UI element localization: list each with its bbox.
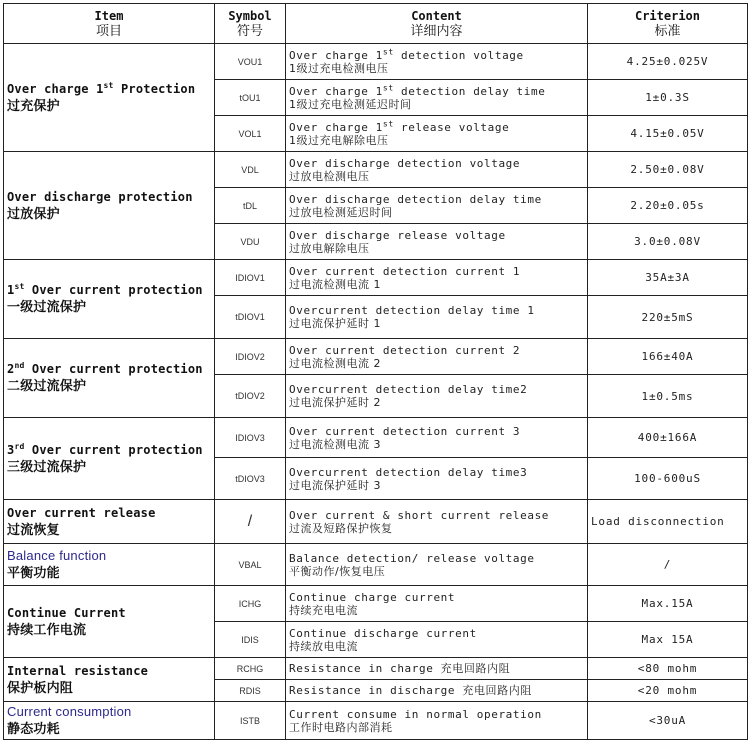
symbol-cell: ISTB xyxy=(215,702,286,740)
table-row xyxy=(4,339,748,375)
content-cell: Over charge 1st release voltage 1级过充电解除电压 xyxy=(286,116,588,152)
criterion-cell: 100-600uS xyxy=(588,458,748,500)
content-cell: Over charge 1st detection voltage 1级过充电检测电压 xyxy=(286,44,588,80)
content-cell: Overcurrent detection delay time3 过电流保护延时 3 xyxy=(286,458,588,500)
symbol-cell: ICHG xyxy=(215,586,286,622)
criterion-cell: <30uA xyxy=(588,702,748,740)
header-item: Item 项目 xyxy=(4,4,215,44)
symbol-cell: tDIOV2 xyxy=(215,375,286,418)
content-cell: Over current detection current 2 过电流检测电流 2 xyxy=(286,339,588,375)
content-cell: Over current detection current 1 过电流检测电流 1 xyxy=(286,260,588,296)
table-row xyxy=(4,586,748,622)
criterion-cell: 1±0.5ms xyxy=(588,375,748,418)
content-cell: Over discharge detection delay time 过放电检测延迟时间 xyxy=(286,188,588,224)
header-content: Content 详细内容 xyxy=(286,4,588,44)
criterion-cell: 3.0±0.08V xyxy=(588,224,748,260)
symbol-cell: / xyxy=(215,500,286,544)
group-internal-resistance: Internal resistance 保护板内阻 xyxy=(4,658,215,702)
content-cell: Over discharge detection voltage 过放电检测电压 xyxy=(286,152,588,188)
criterion-cell: <20 mohm xyxy=(588,680,748,702)
table-row xyxy=(4,418,748,458)
symbol-cell: VBAL xyxy=(215,544,286,586)
header-row xyxy=(4,4,748,44)
table-row xyxy=(4,702,748,740)
symbol-cell: IDIS xyxy=(215,622,286,658)
group-1st-over-current-protection: 1st Over current protection 一级过流保护 xyxy=(4,260,215,339)
group-over-charge-protection: Over charge 1st Protection 过充保护 xyxy=(4,44,215,152)
table-row xyxy=(4,658,748,680)
criterion-cell: <80 mohm xyxy=(588,658,748,680)
symbol-cell: IDIOV1 xyxy=(215,260,286,296)
symbol-cell: RCHG xyxy=(215,658,286,680)
criterion-cell: / xyxy=(588,544,748,586)
header-criterion: Criterion 标准 xyxy=(588,4,748,44)
table-row xyxy=(4,500,748,544)
content-cell: Overcurrent detection delay time 1 过电流保护延时 1 xyxy=(286,296,588,339)
content-cell: Overcurrent detection delay time2 过电流保护延时 2 xyxy=(286,375,588,418)
criterion-cell: 166±40A xyxy=(588,339,748,375)
symbol-cell: tDIOV1 xyxy=(215,296,286,339)
criterion-cell: Max.15A xyxy=(588,586,748,622)
symbol-cell: IDIOV3 xyxy=(215,418,286,458)
protection-spec-table xyxy=(3,3,748,740)
group-balance-function: Balance function 平衡功能 xyxy=(4,544,215,586)
content-cell: Over charge 1st detection delay time 1级过充电检测延迟时间 xyxy=(286,80,588,116)
criterion-cell: 1±0.3S xyxy=(588,80,748,116)
symbol-cell: tDIOV3 xyxy=(215,458,286,500)
symbol-cell: RDIS xyxy=(215,680,286,702)
criterion-cell: 2.50±0.08V xyxy=(588,152,748,188)
criterion-cell: Max 15A xyxy=(588,622,748,658)
content-cell: Resistance in charge 充电回路内阻 xyxy=(286,658,588,680)
content-cell: Continue charge current 持续充电电流 xyxy=(286,586,588,622)
group-2nd-over-current-protection: 2nd Over current protection 二级过流保护 xyxy=(4,339,215,418)
content-cell: Over discharge release voltage 过放电解除电压 xyxy=(286,224,588,260)
group-current-consumption: Current consumption 静态功耗 xyxy=(4,702,215,740)
table-row xyxy=(4,260,748,296)
header-symbol: Symbol 符号 xyxy=(215,4,286,44)
criterion-cell: 4.15±0.05V xyxy=(588,116,748,152)
symbol-cell: VDL xyxy=(215,152,286,188)
content-cell: Resistance in discharge 充电回路内阻 xyxy=(286,680,588,702)
table-row xyxy=(4,44,748,80)
criterion-cell: 400±166A xyxy=(588,418,748,458)
criterion-cell: 220±5mS xyxy=(588,296,748,339)
table-row xyxy=(4,152,748,188)
symbol-cell: tDL xyxy=(215,188,286,224)
group-over-discharge-protection: Over discharge protection 过放保护 xyxy=(4,152,215,260)
criterion-cell: 4.25±0.025V xyxy=(588,44,748,80)
content-cell: Over current detection current 3 过电流检测电流 3 xyxy=(286,418,588,458)
symbol-cell: tOU1 xyxy=(215,80,286,116)
content-cell: Over current & short current release 过流及短路保护恢复 xyxy=(286,500,588,544)
criterion-cell: 2.20±0.05s xyxy=(588,188,748,224)
group-continue-current: Continue Current 持续工作电流 xyxy=(4,586,215,658)
criterion-cell: Load disconnection xyxy=(588,500,748,544)
table-row xyxy=(4,544,748,586)
symbol-cell: VOL1 xyxy=(215,116,286,152)
content-cell: Continue discharge current 持续放电电流 xyxy=(286,622,588,658)
spec-table-wrapper xyxy=(3,3,748,740)
group-3rd-over-current-protection: 3rd Over current protection 三级过流保护 xyxy=(4,418,215,500)
content-cell: Current consume in normal operation 工作时电路内部消耗 xyxy=(286,702,588,740)
symbol-cell: VOU1 xyxy=(215,44,286,80)
group-over-current-release: Over current release 过流恢复 xyxy=(4,500,215,544)
criterion-cell: 35A±3A xyxy=(588,260,748,296)
symbol-cell: VDU xyxy=(215,224,286,260)
content-cell: Balance detection/ release voltage 平衡动作/恢复电压 xyxy=(286,544,588,586)
symbol-cell: IDIOV2 xyxy=(215,339,286,375)
